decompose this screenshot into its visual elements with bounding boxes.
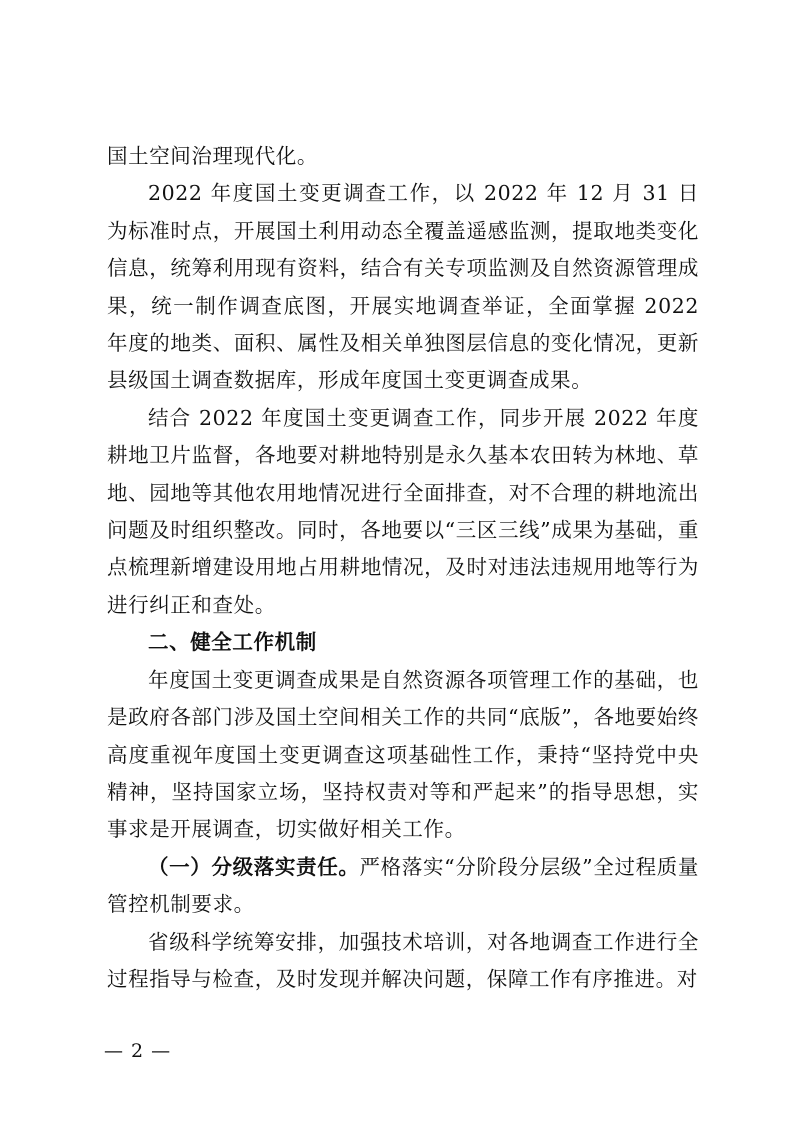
paragraph-work-mechanism: 年度国土变更调查成果是自然资源各项管理工作的基础，也是政府各部门涉及国土空间相关工作的共同“底版”，各地要始终高度重视年度国土变更调查这项基础性工作，秉持“坚持党中央精神，坚持国家立场，坚持权责对等和严起来”的指导思想，实事求是开展调查，切实做好相关工作。 (107, 667, 699, 842)
paragraph-responsibility (107, 849, 699, 924)
subsection-text: 严格落实“分阶段分层级”全过程质量管控机制要求。 (107, 854, 699, 917)
paragraph-survey-work: 2022 年度国土变更调查工作，以 2022 年 12 月 31 日为标准时点，开展国土利用动态全覆盖遥感监测，提取地类变化信息，统筹利用现有资料，结合有关专项监测及自然资源管理成果，统一制作调查底图，开展实地调查举证，全面掌握 2022 年度的地类、面积、属性及相关单独图层信息的变化情况，更新县级国土调查数据库，形成年度国土变更调查成果。 (107, 181, 699, 393)
paragraph-continuation: 国土空间治理现代化。 (107, 144, 318, 168)
section-heading: 二、健全工作机制 (148, 630, 317, 655)
paragraph-farmland-supervision: 结合 2022 年度国土变更调查工作，同步开展 2022 年度耕地卫片监督，各地要对耕地特别是永久基本农田转为林地、草地、园地等其他农用地情况进行全面排查，对不合理的耕地流出问题及时组织整改。同时，各地要以“三区三线”成果为基础，重点梳理新增建设用地占用耕地情况，及时对违法违规用地等行为进行纠正和查处。 (107, 405, 699, 617)
paragraph-provincial: 省级科学统筹安排，加强技术培训，对各地调查工作进行全过程指导与检查，及时发现并解决问题，保障工作有序推进。对 (107, 929, 699, 991)
page-number: — 2 — (104, 1040, 172, 1062)
subsection-heading: （一）分级落实责任。 (148, 854, 360, 879)
document-body (107, 138, 699, 998)
